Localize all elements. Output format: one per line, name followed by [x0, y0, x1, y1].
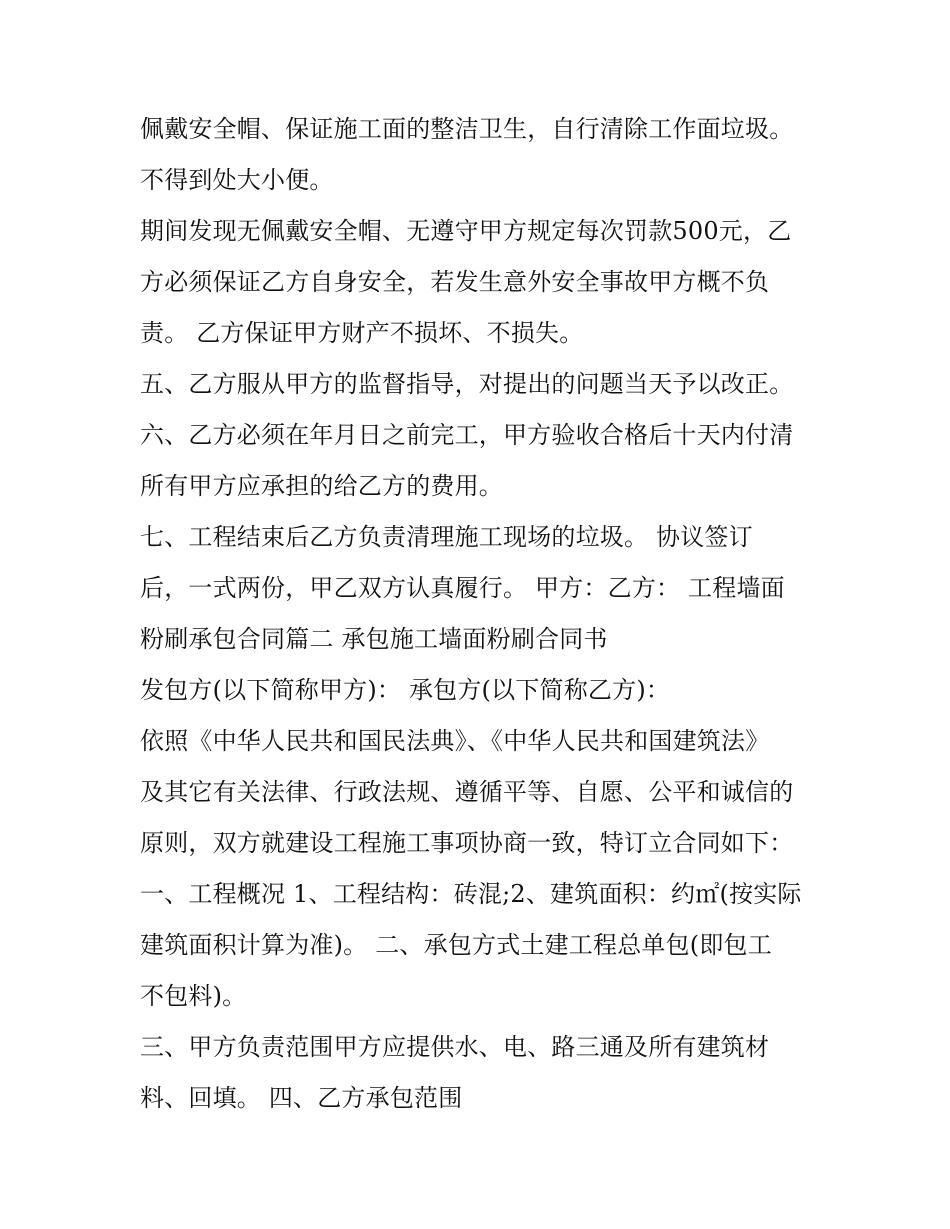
text-line: 六、乙方必须在年月日之前完工，甲方验收合格后十天内付清 [140, 421, 794, 449]
text-line: 不得到处大小便。 [140, 166, 334, 194]
contract-body-text [140, 104, 830, 1124]
text-line: 建筑面积计算为准)。 二、承包方式土建工程总单包(即包工 [140, 931, 772, 959]
text-line: 不包料)。 [140, 982, 247, 1010]
text-line: 一、工程概况 1、工程结构：砖混;2、建筑面积：约㎡(按实际 [140, 880, 802, 908]
text-line: 原则，双方就建设工程施工事项协商一致，特订立合同如下： [140, 829, 794, 857]
text-line: 佩戴安全帽、保证施工面的整洁卫生，自行清除工作面垃圾。 [140, 115, 794, 143]
text-line: 料、回填。 四、乙方承包范围 [140, 1084, 463, 1112]
text-line: 发包方(以下简称甲方)： 承包方(以下简称乙方)： [140, 676, 671, 704]
text-line: 期间发现无佩戴安全帽、无遵守甲方规定每次罚款500元，乙 [140, 217, 792, 245]
text-line: 方必须保证乙方自身安全，若发生意外安全事故甲方概不负 [140, 268, 770, 296]
text-line: 所有甲方应承担的给乙方的费用。 [140, 472, 503, 500]
text-line: 七、工程结束后乙方负责清理施工现场的垃圾。 协议签订 [140, 523, 753, 551]
text-line: 粉刷承包合同篇二 承包施工墙面粉刷合同书 [140, 625, 608, 653]
text-line: 三、甲方负责范围甲方应提供水、电、路三通及所有建筑材 [140, 1033, 770, 1061]
text-line: 依照《中华人民共和国民法典》、《中华人民共和国建筑法》 [140, 727, 770, 755]
text-line: 五、乙方服从甲方的监督指导，对提出的问题当天予以改正。 [140, 370, 794, 398]
text-line: 责。 乙方保证甲方财产不损坏、不损失。 [140, 319, 584, 347]
text-line: 及其它有关法律、行政法规、遵循平等、自愿、公平和诚信的 [140, 778, 794, 806]
text-line: 后，一式两份，甲乙双方认真履行。 甲方：乙方： 工程墙面 [140, 574, 785, 602]
